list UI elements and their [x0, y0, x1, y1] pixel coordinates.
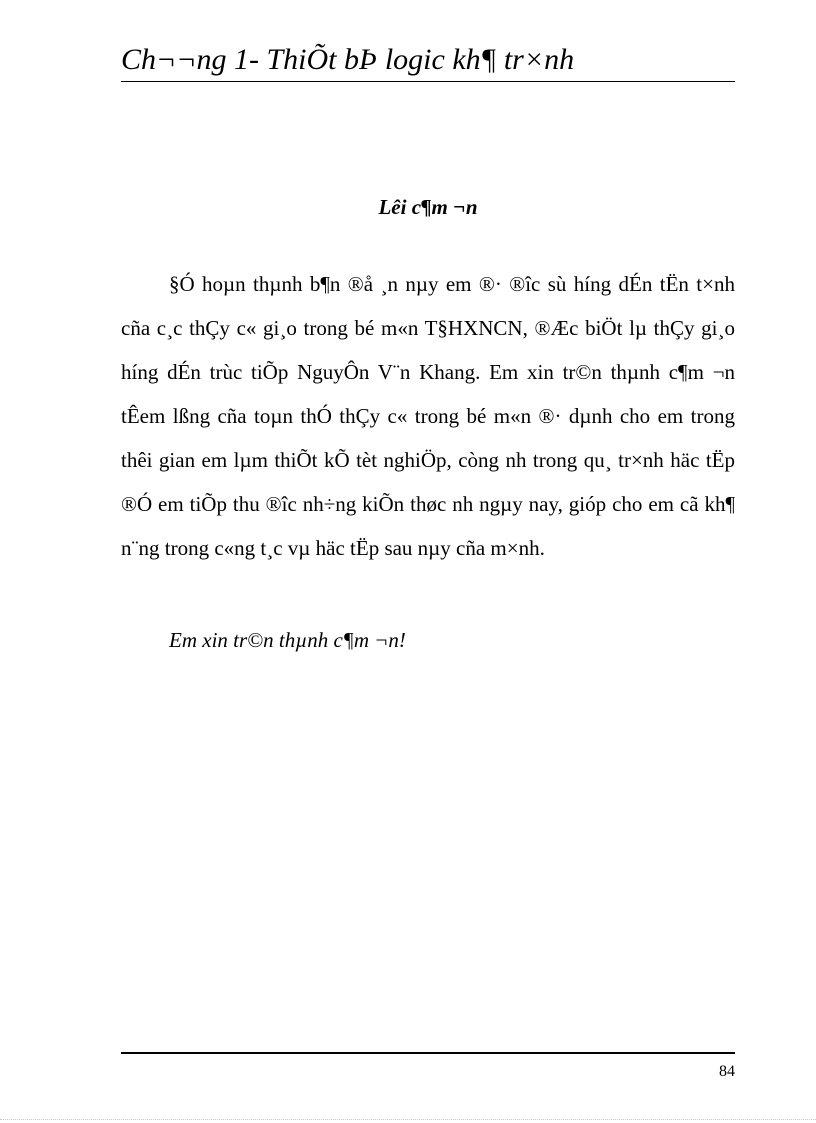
chapter-header: Ch¬¬ng 1- ThiÕt bÞ logic kh¶ tr×nh — [121, 43, 575, 76]
acknowledgement-paragraph: §Ó hoµn thµnh b¶n ®å ¸n nµy em ®· ®îc sù híng dÉn tËn t×nh cña c¸c thÇy c« gi¸o trong bé m«n T§HXNCN, ®Æc biÖt lµ thÇy gi¸o híng dÉn trùc tiÕp NguyÔn V¨n Khang. Em xin tr©n thµnh c¶m ¬n tÊem lßng cña toµn thÓ thÇy c« trong bé m«n ®· dµnh cho em trong thêi gian em lµm thiÕt kÕ tèt nghiÖp, còng nh trong qu¸ tr×nh häc tËp ®Ó em tiÕp thu ®îc nh÷ng kiÕn thøc nh ngµy nay, gióp cho em cã kh¶ n¨ng trong c«ng t¸c vµ häc tËp sau nµy cña m×nh. — [121, 272, 735, 560]
header-divider — [121, 81, 735, 82]
body-text — [121, 262, 735, 570]
footer-divider — [121, 1052, 735, 1054]
page-edge — [0, 1119, 816, 1120]
page-number: 84 — [719, 1063, 735, 1080]
section-title: Lêi c¶m ¬n — [378, 195, 478, 219]
closing-line: Em xin tr©n thµnh c¶m ¬n! — [169, 628, 406, 652]
